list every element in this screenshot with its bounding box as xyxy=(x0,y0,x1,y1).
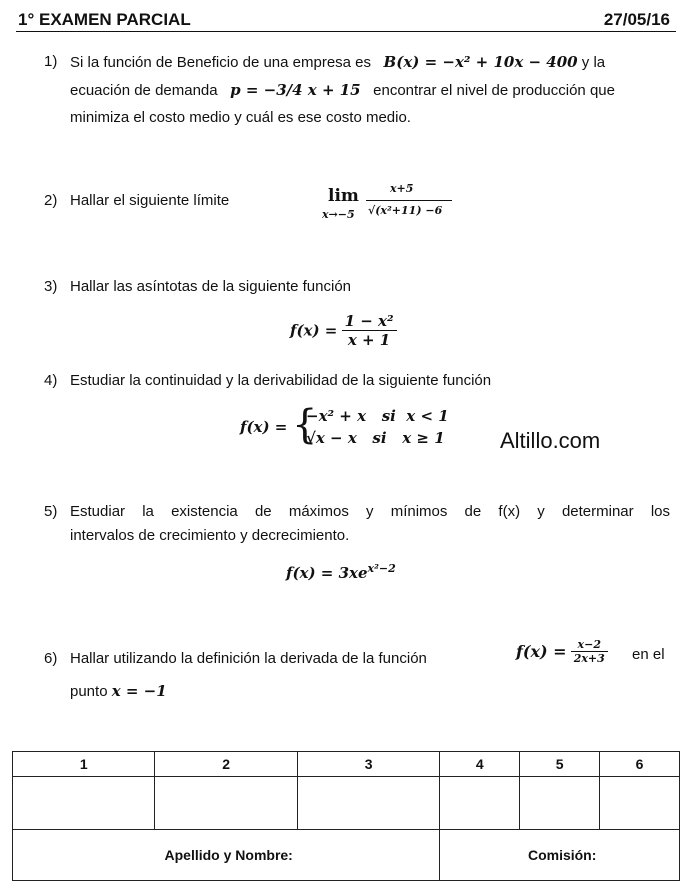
derivative-function xyxy=(516,638,608,678)
function-fraction xyxy=(342,312,397,349)
limit-expression xyxy=(322,180,452,230)
piecewise-case-2: √x − x si x ≥ 1 xyxy=(306,429,445,447)
fraction-denominator: 2x+3 xyxy=(573,652,605,665)
evaluation-point: x = −1 xyxy=(111,682,167,700)
question-number: 6) xyxy=(44,650,58,667)
question-number: 1) xyxy=(44,53,58,70)
question-number: 5) xyxy=(44,503,58,520)
question-6-text-end: en el xyxy=(632,646,665,663)
fraction-numerator: x−2 xyxy=(571,638,608,652)
score-column-header: 5 xyxy=(520,752,600,777)
exam-date: 27/05/16 xyxy=(603,10,670,29)
score-entry-row xyxy=(13,777,680,830)
fraction-numerator: 1 − x² xyxy=(342,312,397,331)
score-column-header: 6 xyxy=(600,752,680,777)
question-number: 4) xyxy=(44,372,58,389)
function-lhs: f(x) = xyxy=(516,642,567,661)
question-5 xyxy=(44,499,672,551)
question-3-text: Hallar las asíntotas de la siguiente función xyxy=(70,278,352,295)
question-5-line-2: intervalos de crecimiento y decrecimiento. xyxy=(70,527,350,544)
demand-equation-formula: p = −3/4 x + 15 xyxy=(230,81,361,99)
profit-function-formula: B(x) = −x² + 10x − 400 xyxy=(383,53,578,71)
score-cell[interactable] xyxy=(600,777,680,830)
commission-field[interactable]: Comisión: xyxy=(440,830,680,881)
score-cell[interactable] xyxy=(520,777,600,830)
score-cell[interactable] xyxy=(440,777,520,830)
fraction-bar xyxy=(366,200,452,201)
function-lhs: f(x) = xyxy=(240,418,288,436)
question-5-line-1: Estudiar la existencia de máximos y mínimos de f(x) y determinar los xyxy=(70,503,670,520)
watermark: Altillo.com xyxy=(500,428,601,453)
score-column-header: 3 xyxy=(297,752,439,777)
score-cell[interactable] xyxy=(297,777,439,830)
score-column-header: 4 xyxy=(440,752,520,777)
limit-operator: lim xyxy=(328,186,359,206)
question-6-text: Hallar utilizando la definición la derivada de la función xyxy=(70,650,427,667)
header-divider xyxy=(16,31,676,32)
question-1-line-3: minimiza el costo medio y cuál es ese costo medio. xyxy=(70,109,411,126)
score-cell[interactable] xyxy=(155,777,297,830)
question-1-line-2: ecuación de demanda p = −3/4 x + 15 encontrar el nivel de producción que xyxy=(70,81,615,99)
limit-numerator: x+5 xyxy=(390,182,414,195)
fraction-denominator: x + 1 xyxy=(347,331,391,349)
question-number: 3) xyxy=(44,278,58,295)
function-exponent: x²−2 xyxy=(367,562,396,575)
score-column-header: 1 xyxy=(13,752,155,777)
student-info-row xyxy=(13,830,680,881)
score-grid xyxy=(12,751,680,881)
function-formula: f(x) = 3xe xyxy=(286,564,368,582)
question-2-text: Hallar el siguiente límite xyxy=(70,192,230,209)
score-header-row xyxy=(13,752,680,777)
question-1 xyxy=(44,49,684,131)
limit-denominator: √(x²+11) −6 xyxy=(368,204,443,217)
piecewise-function xyxy=(240,402,460,451)
brace-symbol: { xyxy=(292,402,318,448)
question-1-line-1: Si la función de Beneficio de una empresa es B(x) = −x² + 10x − 400 y la xyxy=(70,53,606,71)
piecewise-case-1: −x² + x si x < 1 xyxy=(306,407,449,425)
score-column-header: 2 xyxy=(155,752,297,777)
asymptote-function xyxy=(290,312,397,358)
question-3 xyxy=(44,274,684,300)
question-6-line-2: punto x = −1 xyxy=(70,682,167,700)
question-4 xyxy=(44,368,684,394)
function-fraction xyxy=(571,638,608,665)
name-field[interactable]: Apellido y Nombre: xyxy=(13,830,440,881)
extrema-function xyxy=(286,562,396,582)
score-cell[interactable] xyxy=(13,777,155,830)
exam-title: 1° EXAMEN PARCIAL xyxy=(18,10,191,29)
question-4-text: Estudiar la continuidad y la derivabilidad de la siguiente función xyxy=(70,372,492,389)
function-lhs: f(x) = xyxy=(290,321,338,340)
limit-subscript: x→−5 xyxy=(322,208,355,221)
question-number: 2) xyxy=(44,192,58,209)
